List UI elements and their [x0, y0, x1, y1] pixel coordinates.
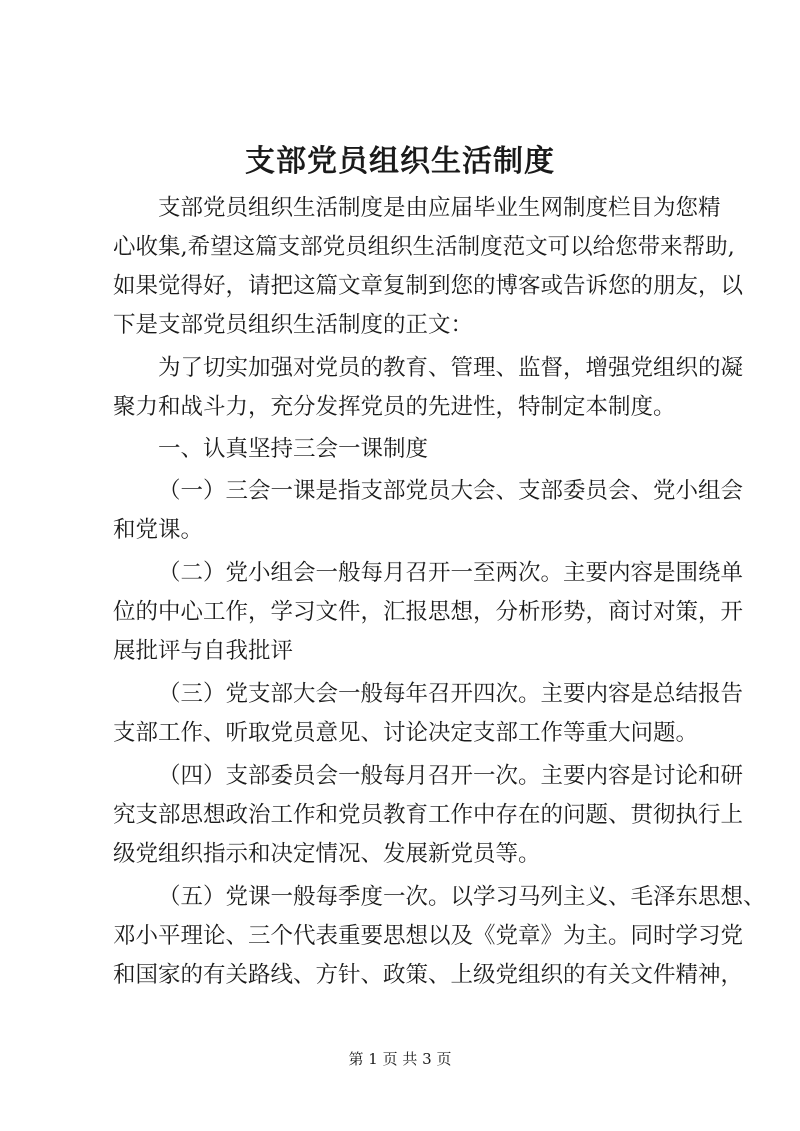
body-line: （一）三会一课是指支部党员大会、支部委员会、党小组会 — [158, 478, 744, 504]
section-heading: 一、认真坚持三会一课制度 — [158, 436, 429, 462]
body-line: 支部工作、听取党员意见、讨论决定支部工作等重大问题。 — [113, 720, 699, 746]
body-line: 下是支部党员组织生活制度的正文： — [113, 312, 474, 338]
body-line: （五）党课一般每季度一次。以学习马列主义、毛泽东思想、 — [158, 884, 766, 910]
body-line: （四）支部委员会一般每月召开一次。主要内容是讨论和研 — [158, 763, 744, 789]
body-line: 聚力和战斗力，充分发挥党员的先进性，特制定本制度。 — [113, 394, 676, 420]
body-line: 和国家的有关路线、方针、政策、上级党组织的有关文件精神， — [113, 962, 744, 988]
body-line: 为了切实加强对党员的教育、管理、监督，增强党组织的凝 — [158, 355, 744, 381]
body-line: 和党课。 — [113, 517, 204, 543]
body-line: 展批评与自我批评 — [113, 638, 294, 664]
body-line: 邓小平理论、三个代表重要思想以及《党章》为主。同时学习党 — [113, 923, 744, 949]
body-line: 心收集,希望这篇支部党员组织生活制度范文可以给您带来帮助, — [113, 234, 735, 260]
body-line: （三）党支部大会一般每年召开四次。主要内容是总结报告 — [158, 681, 744, 707]
document-title: 支部党员组织生活制度 — [245, 144, 555, 179]
body-line: 如果觉得好，请把这篇文章复制到您的博客或告诉您的朋友，以 — [113, 273, 744, 299]
page-indicator: 第 1 页 共 3 页 — [348, 1050, 452, 1068]
body-line: （二）党小组会一般每月召开一至两次。主要内容是围绕单 — [158, 560, 744, 586]
body-line: 级党组织指示和决定情况、发展新党员等。 — [113, 841, 541, 867]
body-line: 支部党员组织生活制度是由应届毕业生网制度栏目为您精 — [158, 195, 721, 221]
body-line: 位的中心工作，学习文件，汇报思想，分析形势，商讨对策，开 — [113, 599, 744, 625]
body-line: 究支部思想政治工作和党员教育工作中存在的问题、贯彻执行上 — [113, 802, 744, 828]
